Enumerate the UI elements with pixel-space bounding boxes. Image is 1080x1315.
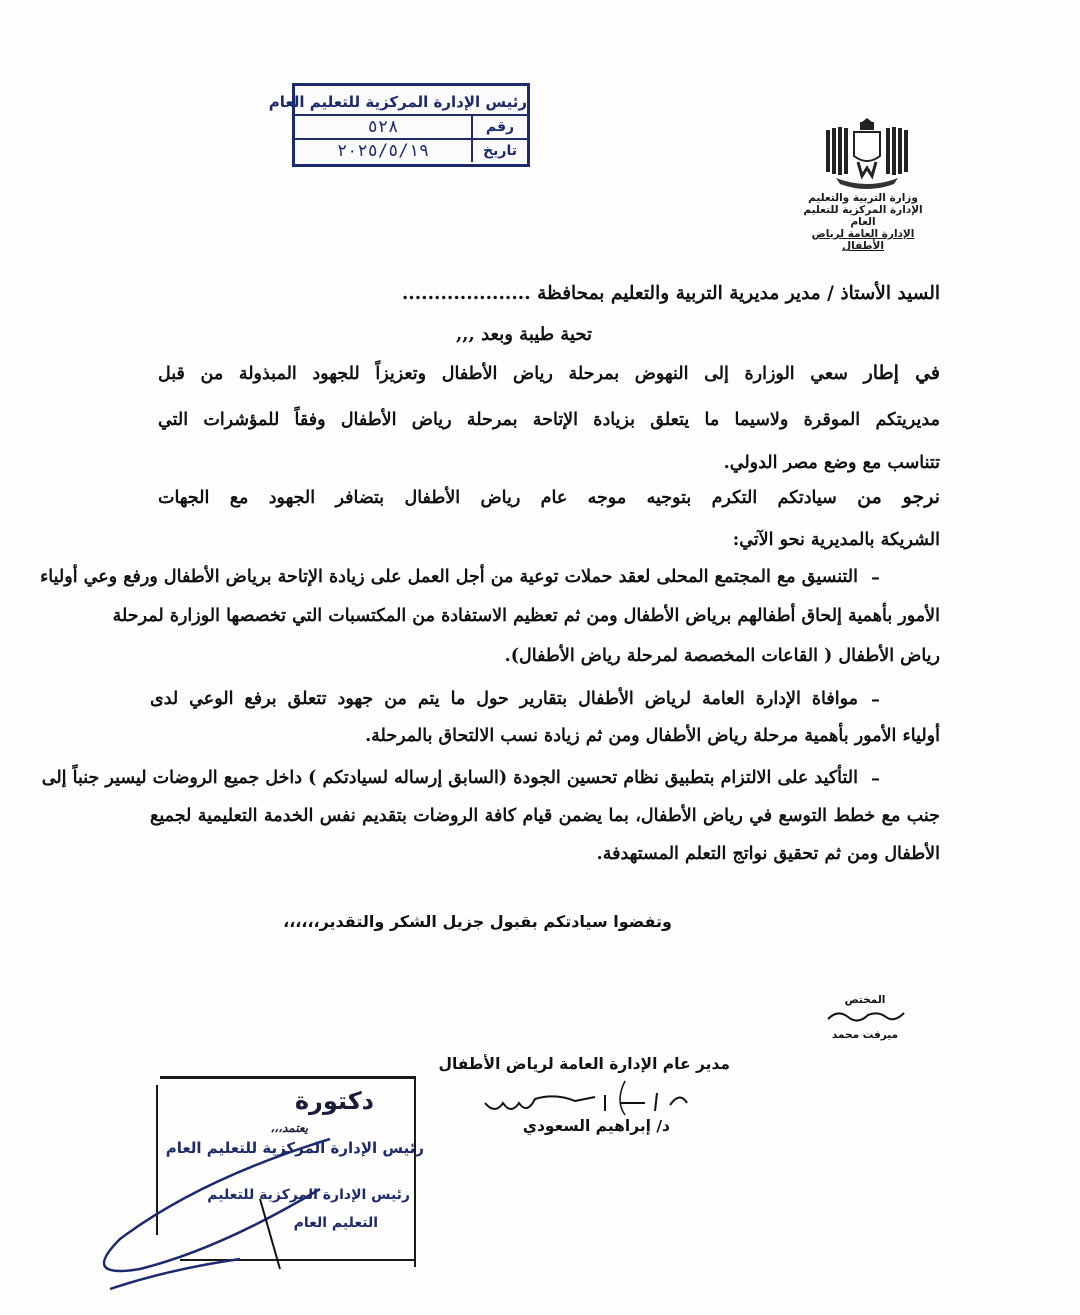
approval-stamp-name: رئيس الإدارة المركزية للتعليم العام	[165, 1139, 424, 1157]
stamp-left-border	[156, 1085, 158, 1235]
letterhead	[798, 192, 928, 252]
stamp-header: رئيس الإدارة المركزية للتعليم العام	[295, 90, 527, 116]
director-name: د/ إبراهيم السعودي	[522, 1117, 670, 1135]
stamp-bottom-border	[180, 1259, 416, 1261]
stamp-number-label: رقم	[471, 116, 527, 138]
bullet1-line2: الأمور بأهمية إلحاق أطفالهم برياض الأطفال ومن ثم تعظيم الاستفادة من المكتسبات التي تخصصها الوزارة لمرحلة	[112, 606, 940, 626]
paragraph2-lead: نرجو من	[857, 486, 940, 508]
bullet-dash-1: –	[871, 567, 880, 588]
egypt-eagle-emblem-icon	[822, 112, 912, 194]
paragraph2-line1-text: سيادتكم التكرم بتوجيه موجه عام رياض الأطفال بتضافر الجهود مع الجهات	[158, 488, 837, 508]
closing-line: وتفضوا سيادتكم بقبول جزيل الشكر والتقدير،،،،،،	[283, 912, 672, 931]
paragraph1-line2: مديريتكم الموقرة ولاسيما ما يتعلق بزيادة الإتاحة بمرحلة رياض الأطفال وفقاً للمؤشرات التي	[158, 410, 940, 430]
approval-text: يعتمد،،،	[270, 1121, 308, 1135]
specialist-name: ميرفت محمد	[831, 1029, 899, 1041]
bullet-dash-2: –	[871, 689, 880, 710]
letterhead-central-admin: الإدارة المركزية للتعليم العام	[803, 204, 923, 228]
bullet1-line3: رياض الأطفال ( القاعات المخصصة لمرحلة رياض الأطفال).	[504, 646, 940, 666]
approval-stamp	[160, 1076, 424, 1267]
bullet2-line1: موافاة الإدارة العامة لرياض الأطفال بتقارير حول ما يتم من جهود تتعلق برفع الوعي لدى	[150, 689, 858, 709]
specialist-label: المختص	[844, 994, 886, 1006]
director-signature-icon	[475, 1081, 695, 1121]
paragraph1-line1	[158, 362, 940, 384]
bullet3-line1: التأكيد على الالتزام بتطبيق نظام تحسين الجودة (السابق إرساله لسيادتكم ) داخل جميع الروضات ليسير جنباً إلى	[41, 768, 858, 788]
specialist-block	[820, 994, 910, 1042]
stamp-date-label: تاريخ	[471, 140, 527, 162]
letterhead-kindergarten-admin: الإدارة العامة لرياض الأطفال	[811, 228, 915, 252]
paragraph1-line1-text: سعي الوزارة إلى النهوض بمرحلة رياض الأطفال وتعزيزاً للجهود المبذولة من قبل	[158, 364, 848, 384]
paragraph1-line3: تتناسب مع وضع مصر الدولي.	[723, 453, 940, 473]
bullet2-line2: أولياء الأمور بأهمية مرحلة رياض الأطفال ومن ثم زيادة نسب الالتحاق بالمرحلة.	[365, 726, 940, 746]
letterhead-ministry: وزارة التربية والتعليم	[808, 192, 918, 204]
stamp-date-row	[295, 140, 527, 162]
director-title: مدير عام الإدارة العامة لرياض الأطفال	[438, 1055, 730, 1073]
bullet-dash-3: –	[871, 768, 880, 789]
stamp-number-row	[295, 116, 527, 140]
specialist-signature-icon	[820, 1007, 910, 1025]
approval-stamp-position-2: التعليم العام	[293, 1215, 378, 1231]
approval-stamp-title: دكتورة	[294, 1087, 374, 1115]
stamp-date-value: ٢٠٢٥/٥/١٩	[336, 141, 430, 161]
bullet1-line1: التنسيق مع المجتمع المحلى لعقد حملات توعية من أجل العمل على زيادة الإتاحة برياض الأطفال ورفع وعي أولياء	[40, 567, 858, 587]
addressee: السيد الأستاذ / مدير مديرية التربية والتعليم بمحافظة ....................	[401, 283, 940, 304]
paragraph1-lead: في إطار	[863, 362, 941, 384]
stamp-number-value: ٥٢٨	[367, 117, 399, 137]
bullet3-line2: جنب مع خطط التوسع في رياض الأطفال، بما يضمن قيام كافة الروضات بتقديم نفس الخدمة التعليمية لجميع	[150, 806, 940, 826]
paragraph2-line2: الشريكة بالمديرية نحو الآتي:	[732, 530, 940, 550]
approval-stamp-position-1: رئيس الإدارة المركزية للتعليم	[207, 1187, 410, 1203]
paragraph2-line1	[158, 486, 940, 508]
greeting: تحية طيبة وبعد ,,,	[456, 324, 592, 345]
bullet3-line3: الأطفال ومن ثم تحقيق نواتج التعلم المستهدفة.	[596, 844, 940, 864]
registry-stamp	[268, 83, 530, 167]
